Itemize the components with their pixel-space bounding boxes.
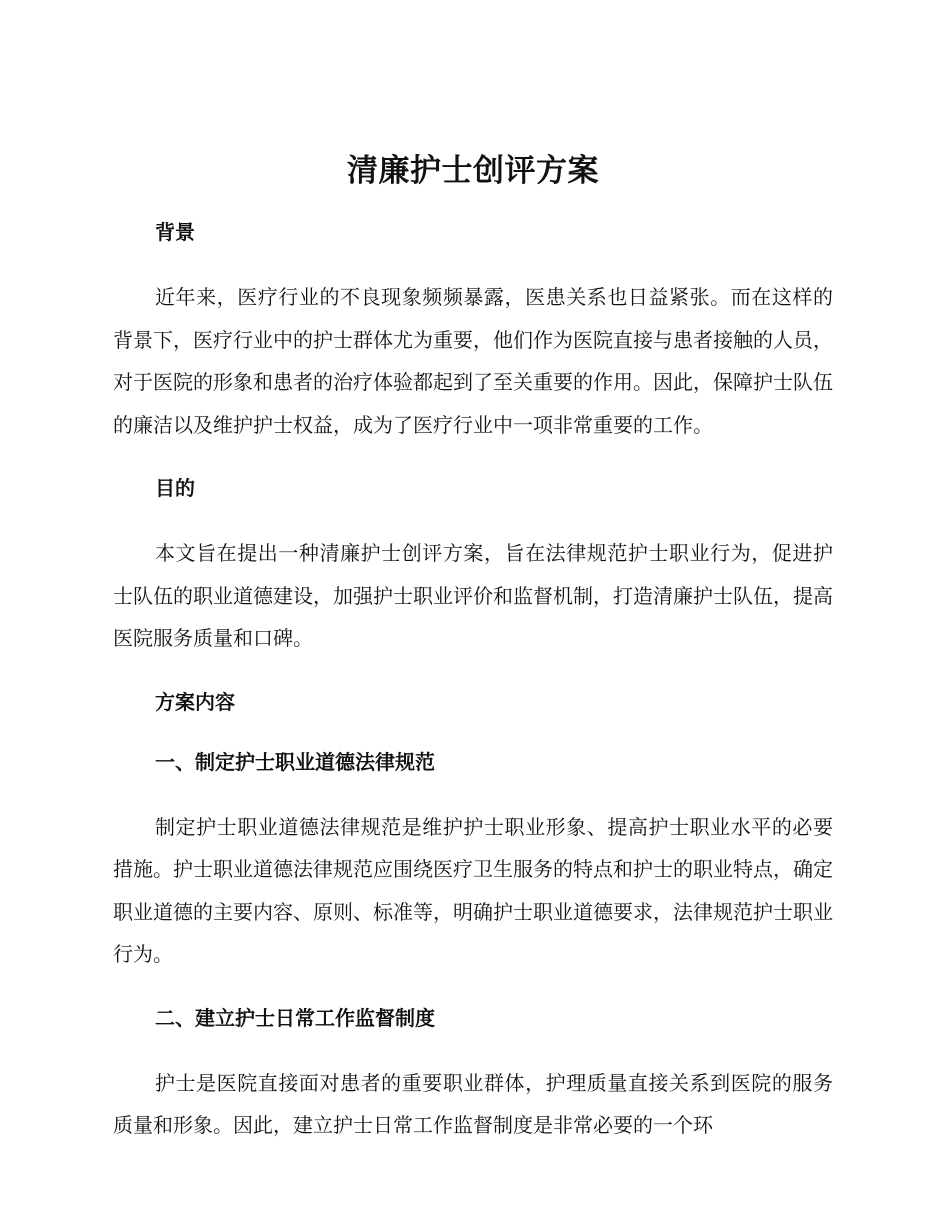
document-page: [113, 146, 833, 1173]
heading-section-1: 一、制定护士职业道德法律规范: [155, 749, 435, 774]
paragraph-section-2: 护士是医院直接面对患者的重要职业群体，护理质量直接关系到医院的服务质量和形象。因此，建立护士日常工作监督制度是非常必要的一个环: [113, 1070, 833, 1137]
document-title: 清廉护士创评方案: [347, 153, 599, 189]
heading-section-2: 二、建立护士日常工作监督制度: [155, 1005, 435, 1030]
paragraph-purpose: 本文旨在提出一种清廉护士创评方案，旨在法律规范护士职业行为，促进护士队伍的职业道德建设，加强护士职业评价和监督机制，打造清廉护士队伍，提高医院服务质量和口碑。: [113, 541, 833, 650]
heading-background: 背景: [155, 220, 195, 244]
paragraph-section-1: 制定护士职业道德法律规范是维护护士职业形象、提高护士职业水平的必要措施。护士职业道德法律规范应围绕医疗卫生服务的特点和护士的职业特点，确定职业道德的主要内容、原则、标准等，明确护士职业道德要求，法律规范护士职业行为。: [113, 814, 833, 966]
document-body: [113, 216, 833, 1147]
heading-purpose: 目的: [155, 476, 195, 500]
heading-plan-content: 方案内容: [155, 689, 235, 714]
paragraph-background: 近年来，医疗行业的不良现象频频暴露，医患关系也日益紧张。而在这样的背景下，医疗行业中的护士群体尤为重要，他们作为医院直接与患者接触的人员，对于医院的形象和患者的治疗体验都起到了至关重要的作用。因此，保障护士队伍的廉洁以及维护护士权益，成为了医疗行业中一项非常重要的工作。: [113, 285, 833, 437]
